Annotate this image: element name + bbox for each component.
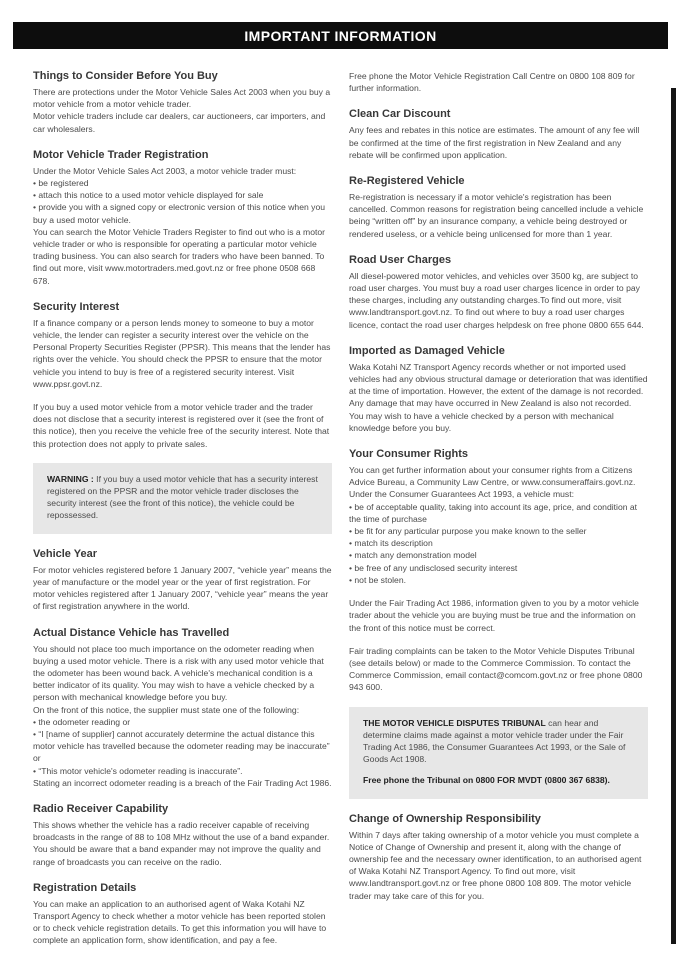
tribunal-box bbox=[349, 707, 648, 799]
section-heading: Things to Consider Before You Buy bbox=[33, 70, 218, 82]
paragraph: Waka Kotahi NZ Transport Agency records whether or not imported used vehicles had any obvious structural damage or deterioration that was identified at the time of importation. However, the extent of the damage is not recorded. Any damage that may have occurred in New Zealand is also not recorded. You may wish to have a vehicle checked by a person with mechanical knowledge before you buy. bbox=[349, 361, 648, 433]
callout-bold-lead: WARNING : bbox=[47, 473, 94, 484]
paragraph: There are protections under the Motor Vehicle Sales Act 2003 when you buy a motor vehicle from a motor vehicle trader. bbox=[33, 87, 331, 110]
section-heading: Radio Receiver Capability bbox=[33, 802, 169, 815]
section-heading: Road User Charges bbox=[349, 253, 452, 266]
left-column bbox=[33, 70, 332, 947]
page-header-banner bbox=[13, 22, 668, 49]
paragraph: You can search the Motor Vehicle Traders Register to find out who is a motor vehicle trader or who is responsible for operating a particular motor vehicle trading business. You can also search for traders who have been banned. To find out more, visit www.motortraders.med.govt.nz or free phone 0508 668 678. bbox=[33, 226, 326, 286]
paragraph: On the front of this notice, the supplier must state one of the following: bbox=[33, 704, 300, 715]
bullet-item: • match any demonstration model bbox=[349, 550, 477, 561]
section-heading: Change of Ownership Responsibility bbox=[349, 812, 541, 825]
bullet-item: • provide you with a signed copy or electronic version of this notice when you buy a used motor vehicle. bbox=[33, 202, 326, 225]
paragraph: You should not place too much importance on the odometer reading when buying a used motor vehicle. There is a risk with any used motor vehicle that the odometer has been wound back. A vehicle's mechanical condition is a better indicator of its quality. You may wish to have a vehicle checked by a person with mechanical knowledge before you buy. bbox=[33, 643, 324, 703]
bullet-list bbox=[33, 716, 332, 777]
bullet-item: • “This motor vehicle's odometer reading is inaccurate”. bbox=[33, 765, 243, 776]
page-title: IMPORTANT INFORMATION bbox=[244, 27, 437, 44]
paragraph: Stating an incorrect odometer reading is a breach of the Fair Trading Act 1986. bbox=[33, 777, 332, 788]
section-heading: Registration Details bbox=[33, 881, 137, 894]
paragraph: If a finance company or a person lends money to someone to buy a motor vehicle, the lender can register a security interest over the vehicle on the Personal Property Securities Register (PPSR). This means that the lender has rights over the vehicle. You should check the PPSR to ensure that the motor vehicle you intend to buy is free of a registered security interest. Visit www.ppsr.govt.nz. bbox=[33, 317, 331, 389]
paragraph: This shows whether the vehicle has a radio receiver capable of receiving broadcasts in the range of 88 to 108 MHz without the use of a band expander. You should be aware that a band expander may not improve the quality and range of broadcasts you can receive on the radio. bbox=[33, 819, 330, 867]
section-heading: Security Interest bbox=[33, 300, 120, 313]
section-heading: Actual Distance Vehicle has Travelled bbox=[33, 626, 230, 639]
bullet-item: • be free of any undisclosed security interest bbox=[349, 562, 518, 573]
paragraph: You can get further information about your consumer rights from a Citizens Advice Bureau, a Community Law Centre, or www.consumeraffairs.govt.nz. bbox=[349, 465, 636, 488]
bullet-item: • “I [name of supplier] cannot accurately determine the actual distance this motor vehicle has travelled because the odometer reading may be inaccurate” or bbox=[33, 728, 330, 764]
paragraph: Fair trading complaints can be taken to the Motor Vehicle Disputes Tribunal (see details below) or made to the Commerce Commission. To contact the Commerce Commission, email contact@comcom.govt.nz or free phone 0800 943 600. bbox=[349, 645, 643, 693]
content-columns bbox=[0, 49, 679, 947]
section-heading: Clean Car Discount bbox=[349, 108, 451, 121]
paragraph: Under the Consumer Guarantees Act 1993, a vehicle must: bbox=[349, 489, 574, 500]
bullet-list bbox=[349, 501, 648, 586]
section-heading: Vehicle Year bbox=[33, 547, 98, 560]
paragraph: Under the Fair Trading Act 1986, information given to you by a motor vehicle trader about the vehicle you are buying must be true and the information on the front of this notice must be correct. bbox=[349, 598, 639, 633]
paragraph: Re-registration is necessary if a motor vehicle's registration has been cancelled. Common reasons for registration being cancelled include a vehicle being “written off” by an insurance company, a vehicle being destroyed or rendered useless, or a vehicle being unlicensed for more than 1 year. bbox=[349, 192, 644, 239]
bullet-list bbox=[33, 177, 332, 226]
bullet-item: • attach this notice to a used motor vehicle displayed for sale bbox=[33, 190, 264, 201]
bullet-item: • be of acceptable quality, taking into account its age, price, and condition at the time of purchase bbox=[349, 501, 638, 524]
warning-box bbox=[33, 463, 332, 534]
paragraph: Free phone the Motor Vehicle Registration Call Centre on 0800 108 809 for further information. bbox=[349, 71, 635, 94]
callout-bold-line: Free phone the Tribunal on 0800 FOR MVDT (0800 367 6838). bbox=[363, 775, 610, 786]
paragraph: For motor vehicles registered before 1 January 2007, “vehicle year” means the year of manufacture or the model year or the year of first registration. For motor vehicles registered after 1 January 2007, “vehicle year” means the year of first registration anywhere in the world. bbox=[33, 564, 332, 612]
paragraph: Within 7 days after taking ownership of a motor vehicle you must complete a Notice of Change of Ownership and present it, along with the change of ownership fee and the necessary owner identification, to an authorised agent of Waka Kotahi NZ Transport Agency. To find out more, visit www.landtransport.govt.nz or free phone 0800 108 809. The motor vehicle trader may take care of this for you. bbox=[349, 829, 642, 901]
paragraph: You can make an application to an authorised agent of Waka Kotahi NZ Transport Agency to check whether a motor vehicle has been reported stolen or to check vehicle registration details. To get this information you will have to complete an application form, show identification, and pay a fee. bbox=[33, 898, 327, 946]
callout-bold-lead: THE MOTOR VEHICLE DISPUTES TRIBUNAL bbox=[363, 717, 546, 728]
bullet-item: • match its description bbox=[349, 538, 433, 549]
bullet-item: • the odometer reading or bbox=[33, 716, 131, 727]
section-heading: Imported as Damaged Vehicle bbox=[349, 344, 505, 357]
right-column bbox=[349, 70, 648, 947]
paragraph: If you buy a used motor vehicle from a motor vehicle trader and the trader does not disclose that a security interest is registered over it (see the front of this notice), then you receive the vehicle free of the security interest. Note that this protection does not apply to private sales. bbox=[33, 402, 330, 449]
page-edge-scan-artifact-icon bbox=[671, 88, 676, 944]
paragraph: Any fees and rebates in this notice are estimates. The amount of any fee will be confirmed at the time of the first registration in New Zealand and any rebate will be confirmed upon application. bbox=[349, 125, 640, 160]
bullet-item: • not be stolen. bbox=[349, 574, 406, 585]
bullet-item: • be fit for any particular purpose you make known to the seller bbox=[349, 526, 587, 537]
section-heading: Re-Registered Vehicle bbox=[349, 175, 465, 188]
paragraph: Under the Motor Vehicle Sales Act 2003, a motor vehicle trader must: bbox=[33, 165, 297, 176]
section-heading: Motor Vehicle Trader Registration bbox=[33, 148, 209, 161]
paragraph: Motor vehicle traders include car dealers, car auctioneers, car importers, and car wholesalers. bbox=[33, 111, 326, 134]
callout-text: WARNING : If you buy a used motor vehicle that has a security interest registered on the PPSR and the motor vehicle trader discloses the security interest (see the front of this notice), the vehicle could be repossessed. bbox=[47, 473, 318, 521]
paragraph: All diesel-powered motor vehicles, and vehicles over 3500 kg, are subject to road user charges. You must buy a road user charges licence in order to pay these charges, including any outstanding charges.To find out more, visit www.landtransport.govt.nz. To find out where to buy a road user charges licence, contact the road user charges helpdesk on free phone 0800 655 644. bbox=[349, 270, 644, 330]
callout-text: THE MOTOR VEHICLE DISPUTES TRIBUNAL can hear and determine claims made against a motor vehicle trader under the Fair Trading Act 1986, the Consumer Guarantees Act 1993, or the Sale of Goods Act 1908. bbox=[363, 717, 626, 765]
bullet-item: • be registered bbox=[33, 178, 89, 189]
section-heading: Your Consumer Rights bbox=[349, 448, 468, 461]
